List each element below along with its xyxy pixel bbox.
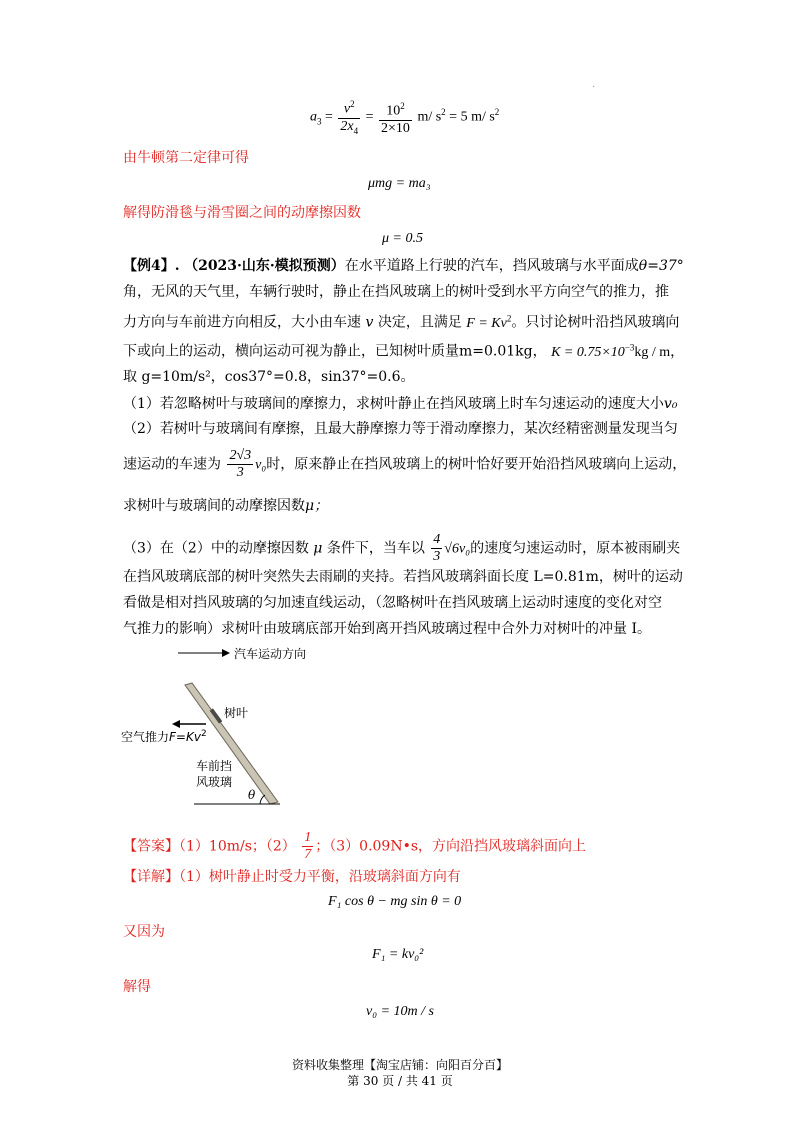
sup: 2 [400,100,405,111]
answer-label: 【答案】 [123,838,179,855]
frac-num: 2√3 [229,448,252,463]
question-text: 时，原来静止在挡风玻璃上的树叶恰好要开始沿挡风玻璃向上运动， [266,456,687,473]
problem-line-2: 角，无风的天气里，车辆行驶时，静止在挡风玻璃上的树叶受到水平方向空气的推力，推 [123,284,669,300]
var-v0: v₀ [663,396,678,412]
problem-line-1 [123,256,684,276]
text-solve: 解得 [123,979,151,995]
question-text: 的速度匀速运动时，原本被雨刷夹 [470,540,681,557]
problem-line-5: 取 g=10m/s²，cos37°=0.8，sin37°=0.6。 [123,369,415,385]
problem-text: 决定，且满足 [377,314,462,331]
question-2-line-2 [123,448,686,481]
text-newton: 由牛顿第二定律可得 [123,150,249,166]
unit: = 5 m/ s [449,109,495,125]
fraction [227,448,253,481]
eq-sub: 3 [317,116,322,127]
problem-text: 下或向上的运动，横向运动可视为静止，已知树叶质量 [123,343,459,360]
question-3-line-4: 气推力的影响）求树叶由玻璃底部开始到离开挡风玻璃过程中合外力对树叶的冲量 I。 [123,621,651,637]
question-1 [123,394,677,414]
problem-text: 。只讨论树叶沿挡风玻璃向 [511,314,680,331]
page-mark: · [592,82,596,93]
var-v: v [365,314,374,331]
problem-label: 【例4】. [123,258,180,274]
question-3-line-2: 在挡风玻璃底部的树叶突然失去雨刷的夹持。若挡风玻璃斜面长度 L=0.81m，树叶的运动 [123,569,683,585]
frac-num: 10 [386,103,401,119]
leaf-label: 树叶 [224,706,249,720]
question-2-line-1: （2）若树叶与玻璃间有摩擦，且最大静摩擦力等于滑动摩擦力，某次经精密测量发现当匀 [123,421,678,437]
fraction [431,532,442,565]
text-solve-mu: 解得防滑毯与滑雪圈之间的动摩擦因数 [123,205,361,221]
unit: kg / m， [634,344,685,360]
direction-arrow-head [222,649,230,657]
unit: m/ s [417,109,442,125]
question-text: 速运动的车速为 [123,456,221,473]
detail-text: （1）树叶静止时受力平衡，沿玻璃斜面方向有 [179,869,461,885]
frac-num: 1 [304,830,312,845]
fraction [379,98,412,137]
problem-line-3 [123,308,679,334]
eq-sign: = [325,109,333,125]
answer-line [123,830,586,863]
problem-line-4 [123,337,684,363]
fraction [302,830,313,863]
sqrt: √6 [444,541,459,557]
text-also: 又因为 [123,924,165,940]
equation-acceleration: $a_3$ = $\frac{v^2}{2x_4}$ = $\frac{10^2}{2\times 10}$ m/ $s^2 = 5$ m/ $s^2$ [310,96,499,138]
air-force-label [121,728,207,745]
var-v0: v₀ [458,541,471,557]
air-force-arrow-head [172,720,180,728]
question-3-line-3: 看做是相对挡风玻璃的匀加速直线运动，（忽略树叶在挡风玻璃上运动时速度的变化对空 [123,595,662,611]
frac-num: v [343,101,351,117]
question-text: （3）在（2）中的动摩擦因数 [123,540,309,557]
answer-text: （1）10m/s；（2） [179,838,296,855]
detail-line [123,867,461,887]
problem-text: 力方向与车前进方向相反，大小由车速 [123,314,361,331]
sup: 2 [200,729,207,739]
question-text: 条件下，当车以 [326,540,425,557]
glass-label-line: 车前挡 [196,759,233,773]
var-mu: μ； [305,498,329,514]
theta-label: θ [248,788,256,802]
equation-friction: μmg = ma₃ [368,176,431,191]
equation-balance: F₁ cos θ − mg sin θ = 0 [328,894,462,909]
sup: 2 [350,99,355,109]
air-force-formula: F=Kv [169,730,201,744]
equation-force: F₁ = kv₀² [372,947,424,962]
windshield-figure [120,642,307,812]
sup: 2 [494,106,500,117]
problem-text: 在水平道路上行驶的汽车，挡风玻璃与水平面成 [344,258,639,274]
glass-label [196,758,232,790]
question-text: 求树叶与玻璃间的动摩擦因数 [123,498,305,514]
frac-den: 3 [236,465,244,480]
var-v0: v₀ [255,457,267,473]
glass-label-line: 风玻璃 [196,775,233,789]
sup: −3 [624,342,635,352]
equation-mu: μ = 0.5 [382,231,423,246]
frac-den: 7 [304,847,312,862]
air-force-text: 空气推力 [121,730,170,744]
mass-value: m=0.01kg， [459,343,547,360]
equation-v0: v₀ = 10m / s [366,1004,434,1019]
footer-source: 资料收集整理【淘宝店铺：向阳百分百】 [291,1058,508,1072]
frac-den: 3 [433,549,441,564]
question-3-line-1 [123,532,680,565]
var-mu: μ [313,540,323,557]
direction-label: 汽车运动方向 [234,647,307,661]
sup: 2 [441,106,446,117]
problem-source: （2023·山东·模拟预测） [184,258,345,274]
question-text: （1）若忽略树叶与玻璃间的摩擦力，求树叶静止在挡风玻璃上时车匀速运动的速度大小 [123,396,664,412]
frac-den: 2x [340,118,354,134]
eq-term: a [310,109,317,125]
detail-label: 【详解】 [123,869,179,885]
sub: 4 [353,125,359,136]
question-2-line-3 [123,496,328,516]
frac-den: 2×10 [381,120,410,136]
page-number: 第 30 页 / 共 41 页 [347,1074,453,1088]
formula: F = Kv [466,315,507,331]
theta-value: θ=37° [638,258,684,274]
frac-num: 4 [433,532,441,547]
sup: 2 [506,313,512,323]
k-value: K = 0.75×10 [551,344,625,360]
fraction [338,96,360,138]
answer-text: ；（3）0.09N•s，方向沿挡风玻璃斜面向上 [315,838,587,855]
